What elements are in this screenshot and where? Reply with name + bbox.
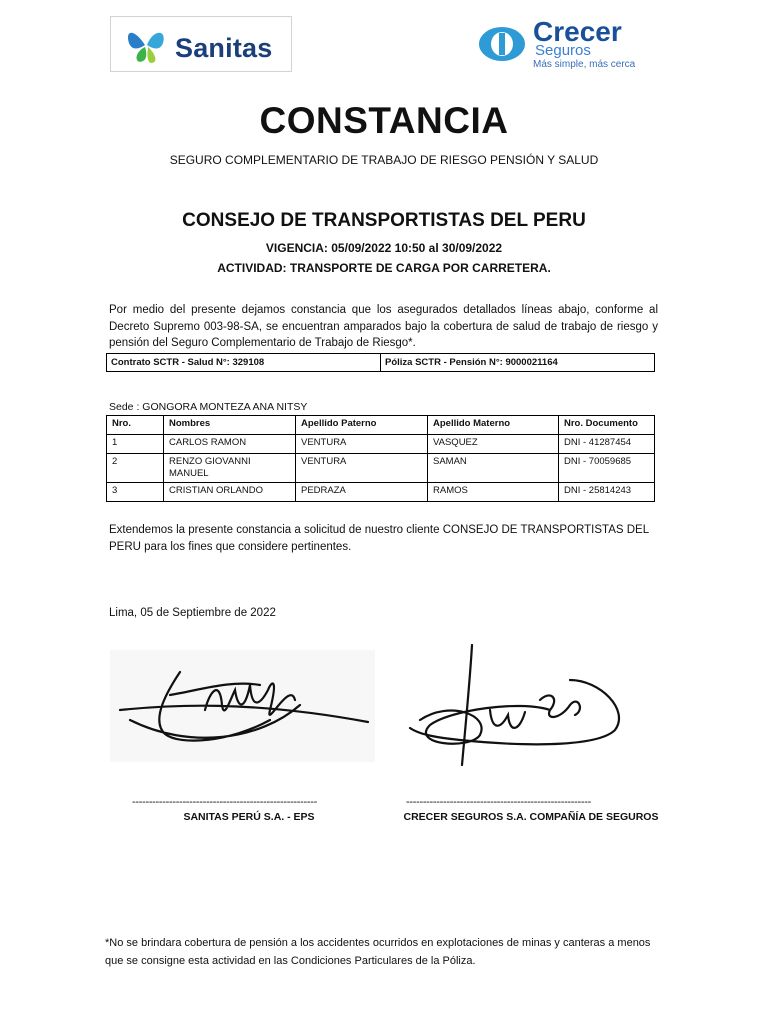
signatory-sanitas: SANITAS PERÚ S.A. - EPS xyxy=(183,811,315,823)
sanitas-butterfly-icon xyxy=(123,23,171,67)
footnote: *No se brindara cobertura de pensión a los accidentes ocurridos en explotaciones de minas y canteras a menos que se consigne esta actividad en las Condiciones Particulares de la Póliza. xyxy=(105,937,651,967)
column-header: Apellido Materno xyxy=(428,416,559,435)
contract-pension: Póliza SCTR - Pensión N°: 9000021164 xyxy=(381,354,655,372)
table-cell: VENTURA xyxy=(296,454,428,483)
client-company: CONSEJO DE TRANSPORTISTAS DEL PERU xyxy=(182,210,586,231)
signature-scribble-icon xyxy=(110,650,375,762)
table-cell: 3 xyxy=(107,483,164,502)
contract-salud: Contrato SCTR - Salud N°: 329108 xyxy=(107,354,381,372)
insured-table xyxy=(106,415,655,502)
table-cell: CARLOS RAMON xyxy=(164,435,296,454)
table-cell: DNI - 25814243 xyxy=(559,483,655,502)
crecer-logo xyxy=(478,18,658,74)
column-header: Apellido Paterno xyxy=(296,416,428,435)
crecer-logo-sub: Seguros xyxy=(535,42,591,59)
table-cell: RAMOS xyxy=(428,483,559,502)
table-cell: VASQUEZ xyxy=(428,435,559,454)
signature-sanitas xyxy=(110,650,375,762)
crecer-logo-brand: Crecer xyxy=(533,16,622,47)
table-cell: CRISTIAN ORLANDO xyxy=(164,483,296,502)
table-cell: RENZO GIOVANNI MANUEL xyxy=(164,454,296,483)
table-cell: VENTURA xyxy=(296,435,428,454)
activity: ACTIVIDAD: TRANSPORTE DE CARGA POR CARRETERA. xyxy=(217,261,551,275)
document-title: CONSTANCIA xyxy=(259,100,509,141)
table-cell: PEDRAZA xyxy=(296,483,428,502)
table-cell: DNI - 70059685 xyxy=(559,454,655,483)
column-header: Nro. Documento xyxy=(559,416,655,435)
closing-paragraph: Extendemos la presente constancia a solicitud de nuestro cliente CONSEJO DE TRANSPORTISTAS DEL PERU para los fines que considere pertinentes. xyxy=(109,524,649,553)
validity-period: VIGENCIA: 05/09/2022 10:50 al 30/09/2022 xyxy=(265,241,503,255)
table-row xyxy=(107,483,655,502)
table-header-row xyxy=(107,416,655,435)
table-cell: DNI - 41287454 xyxy=(559,435,655,454)
table-cell: SAMAN xyxy=(428,454,559,483)
crecer-emblem-icon xyxy=(478,24,528,64)
signature-line-right: ------------------------------------------------------- xyxy=(406,796,591,808)
sede-label: Sede : GONGORA MONTEZA ANA NITSY xyxy=(109,401,308,413)
table-row xyxy=(107,435,655,454)
intro-paragraph: Por medio del presente dejamos constancia que los asegurados detallados líneas abajo, conforme al Decreto Supremo 003-98-SA, se encuentran amparados bajo la cobertura de salud de trabajo de riesgo y pensión del Seguro Complementario de Trabajo de Riesgo*. xyxy=(109,304,658,349)
crecer-logo-tagline: Más simple, más cerca xyxy=(533,59,636,70)
table-row xyxy=(107,454,655,483)
signatory-crecer: CRECER SEGUROS S.A. COMPAÑÍA DE SEGUROS xyxy=(403,811,659,823)
column-header: Nombres xyxy=(164,416,296,435)
column-header: Nro. xyxy=(107,416,164,435)
table-cell: 1 xyxy=(107,435,164,454)
signature-line-left: ------------------------------------------------------- xyxy=(132,796,317,808)
sanitas-logo xyxy=(110,16,292,72)
signature-scribble-icon xyxy=(400,640,630,770)
contract-table xyxy=(106,353,655,372)
document-subtitle: SEGURO COMPLEMENTARIO DE TRABAJO DE RIESGO PENSIÓN Y SALUD xyxy=(169,153,599,167)
place-date: Lima, 05 de Septiembre de 2022 xyxy=(109,607,276,619)
table-cell: 2 xyxy=(107,454,164,483)
sanitas-logo-text: Sanitas xyxy=(175,33,273,63)
signature-crecer xyxy=(400,640,630,770)
